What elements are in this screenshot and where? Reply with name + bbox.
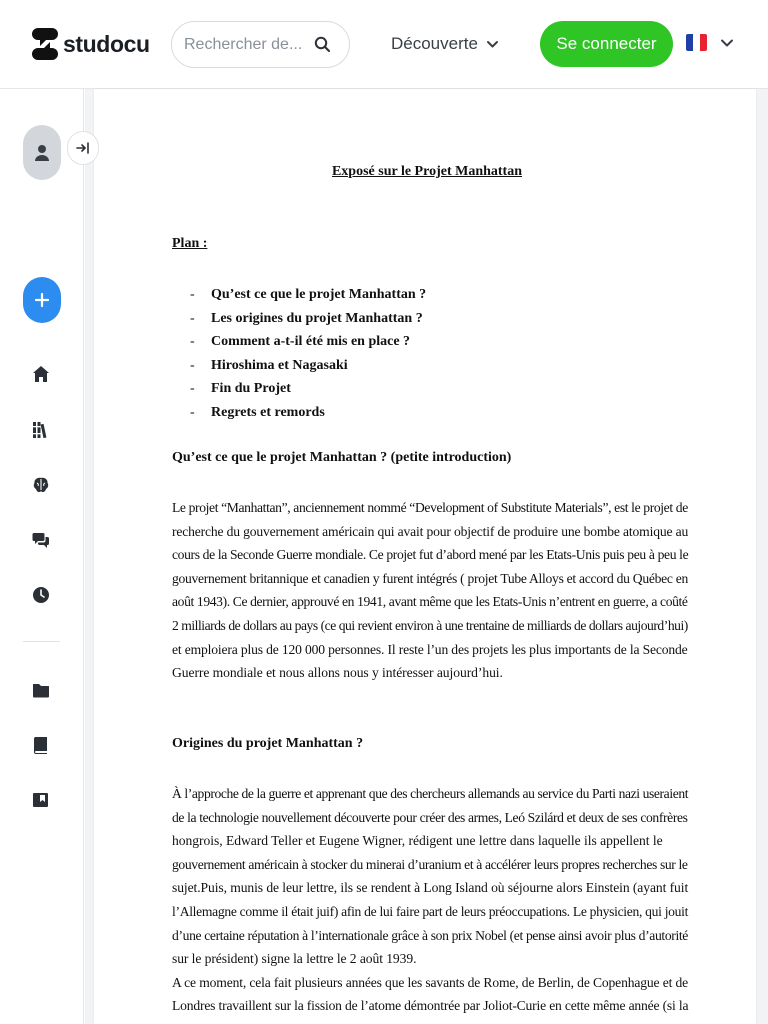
text-line: hongrois, Edward Teller et Eugene Wigner, rédigent une lettre dans laquelle ils appellent le	[172, 833, 663, 849]
text-line: À l’approche de la guerre et apprenant que des chercheurs allemands au service du Parti nazi useraient	[172, 786, 689, 801]
list-item: - Qu’est ce que le projet Manhattan ?	[190, 287, 427, 302]
sidebar-divider	[23, 641, 60, 642]
studocu-logo[interactable]	[30, 26, 150, 62]
text-line: sur le président) signe la lettre le 2 août 1939.	[172, 951, 417, 967]
list-item: - Regrets et remords	[190, 404, 325, 420]
home-icon[interactable]	[32, 364, 50, 384]
text-line: de la technologie nouvellement découverte pour créer des armes, Leó Szilárd et deux de ses confrères	[172, 809, 688, 825]
text-line: et emploiera plus de 120 000 personnes. Il reste l’un des projets les plus importants de la Seconde	[172, 641, 688, 657]
text-line: recherche du gouvernement américain qui avait pour objectif de produire une bombe atomique au	[172, 523, 689, 539]
search-input[interactable]	[184, 36, 304, 54]
text-line: Le projet “Manhattan”, anciennement nommé “Development of Substitute Materials”, est le projet de	[172, 500, 688, 515]
language-selector[interactable]	[686, 34, 734, 51]
text-line: Guerre mondiale et nous allons nous y intéresser aujourd’hui.	[172, 665, 503, 681]
paragraph-origins	[172, 782, 692, 1018]
chevron-down-icon	[486, 38, 499, 51]
text-line: l’Allemagne comme il était juif) afin de lui faire part de leurs préoccupations. Le physicien, qui jouit	[172, 903, 689, 919]
text-line: gouvernement britannique et canadien y furent intégrés ( projet Tube Alloys et accord du Québec en	[172, 570, 688, 586]
logo-text: studocu	[63, 30, 150, 57]
section-heading: Origines du projet Manhattan ?	[172, 736, 364, 751]
add-button[interactable]	[23, 277, 61, 323]
text-line: gouvernement américain à stocker du minerai d’uranium et à accélérer leurs propres recherches sur le	[172, 856, 688, 872]
left-sidebar	[0, 89, 84, 1024]
studocu-logo-icon	[30, 26, 60, 62]
text-line: Londres travaillent sur la fission de l’atome démontrée par Joliot-Curie en cette même année (si la	[172, 998, 689, 1014]
discover-label: Découverte	[391, 34, 478, 53]
list-item: - Hiroshima et Nagasaki	[190, 357, 348, 373]
text-line: cours de la Seconde Guerre mondiale. Ce projet fut d’abord mené par les Etats-Unis puis peu à peu le	[172, 547, 689, 563]
folder-icon[interactable]	[32, 680, 50, 700]
list-item: - Les origines du projet Manhattan ?	[190, 310, 423, 326]
top-header	[0, 0, 768, 89]
collapse-icon	[76, 142, 90, 154]
document-title: Exposé sur le Projet Manhattan	[331, 164, 523, 179]
text-line: A ce moment, cela fait plusieurs années que les savants de Rome, de Berlin, de Copenhague et de	[172, 974, 688, 990]
plan-heading: Plan :	[172, 236, 208, 251]
discover-menu[interactable]	[391, 30, 499, 58]
book-icon[interactable]	[32, 735, 50, 755]
brain-icon[interactable]	[32, 475, 50, 495]
text-line: sujet.Puis, munis de leur lettre, ils se rendent à Long Island où séjourne alors Einstein (ayant fuit	[172, 880, 689, 896]
text-line: 2 milliards de dollars au pays (ce qui revient environ à une trentaine de milliards de dollars aujourd’hui)	[172, 617, 688, 633]
section-heading: Qu’est ce que le projet Manhattan ? (petite introduction)	[172, 450, 512, 465]
chat-icon[interactable]	[32, 530, 50, 550]
clock-icon[interactable]	[32, 585, 50, 605]
text-line: d’une certaine réputation à l’internationale grâce à son prix Nobel (et pense ainsi avoir plus d’autorité	[172, 927, 688, 943]
list-item: - Comment a-t-il été mis en place ?	[190, 334, 411, 350]
search-icon[interactable]	[314, 36, 331, 53]
avatar-icon	[34, 144, 50, 162]
chevron-down-icon	[720, 36, 734, 50]
add-icon	[35, 293, 49, 307]
plan-list	[190, 283, 426, 425]
login-button[interactable]: Se connecter	[540, 21, 673, 67]
bookmark-icon[interactable]	[32, 790, 50, 810]
expand-sidebar-button[interactable]	[67, 131, 99, 165]
list-item: - Fin du Projet	[190, 381, 291, 397]
text-line: août 1943). Ce dernier, approuvé en 1941, avant même que les Etats-Unis n’entrent en guerre, a coûté	[172, 594, 688, 610]
paragraph-introduction	[172, 496, 692, 685]
search-box[interactable]	[171, 21, 350, 68]
france-flag-icon	[686, 34, 707, 51]
library-icon[interactable]	[32, 420, 50, 440]
